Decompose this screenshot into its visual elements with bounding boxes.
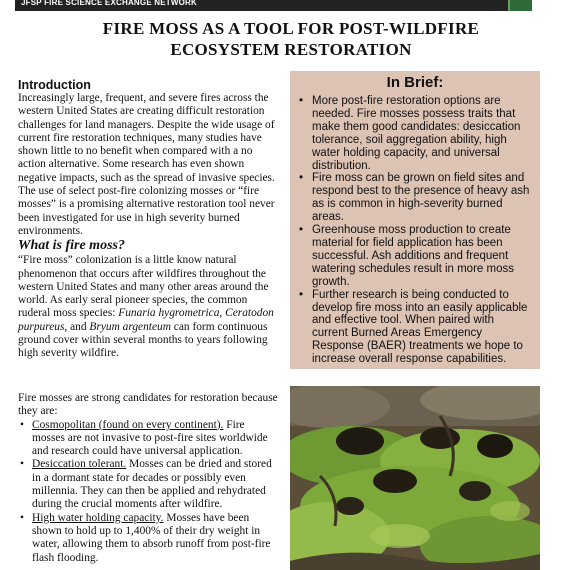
in-brief-list [290, 95, 540, 366]
list-item: • Further research is being conducted to develop fire moss into an easily applicable and effective tool. When paired with current Burned Areas Emergency Response (BAER) treatments we hope to increase overall response capabilities. [312, 289, 532, 366]
banner-text: JFSP FIRE SCIENCE EXCHANGE NETWORK [21, 0, 198, 7]
list-item: • Fire moss can be grown on field sites and respond best to the presence of heavy ash as is common in high-severity burned areas. [312, 172, 532, 224]
candidate-term: High water holding capacity. [32, 511, 164, 524]
document-title [0, 18, 582, 60]
candidate-text: Mosses have been shown to hold up to 1,400% of their dry weight in water, allowing them to absorb runoff from post-fire flash flooding. [32, 511, 271, 564]
species-funaria: Funaria hygrometrica [118, 307, 220, 320]
species-bryum: Bryum argenteum [89, 320, 171, 333]
list-item: • More post-fire restoration options are needed. Fire mosses possess traits that make them good candidates: desiccation tolerance, soil aggregation ability, high water holding capacity, and universal distribution. [312, 95, 532, 172]
species-separator: , and [64, 320, 90, 333]
species-separator: , [219, 307, 226, 320]
what-text-b: can form continuous ground cover within several months to years following high severity wildfire. [18, 320, 268, 360]
candidates-section [18, 392, 280, 565]
candidate-text: Fire mosses are not invasive to post-fire sites worldwide and research could have universal application. [32, 418, 268, 458]
intro-heading: Introduction [18, 78, 91, 92]
jfsp-logo-icon [508, 0, 532, 11]
fire-moss-photo-illustration [290, 386, 540, 570]
in-brief-box [290, 71, 540, 369]
in-brief-heading: In Brief: [386, 74, 444, 91]
left-column [18, 78, 278, 361]
fire-moss-photo [290, 386, 540, 570]
title-line-2: ECOSYSTEM RESTORATION [170, 40, 412, 59]
what-is-fire-moss-heading: What is fire moss? [18, 238, 125, 254]
candidate-term: Desiccation tolerant. [32, 458, 127, 471]
header-banner [15, 0, 532, 11]
what-paragraph [18, 254, 278, 360]
what-text-a: “Fire moss” colonization is a little know natural phenomenon that occurs after wildfires throughout the western United States and many other areas around the world. As early seral pioneer species, the common ruderal moss species: [18, 254, 269, 320]
list-item: • Greenhouse moss production to create material for field application has been successful. Ash additions and frequent watering schedules result in more moss growth. [312, 224, 532, 289]
intro-paragraph: Increasingly large, frequent, and severe fires across the western United States are creating difficult restoration challenges for land managers. Despite the wide usage of current fire restoration techniques, many studies have shown little to no benefit when compared with a no action alternative. Some research has even shown negative impacts, such as the spread of invasive species. The use of select post-fire colonizing mosses or “fire mosses” is a promising alternative restoration tool never been investigated for use in high severity burned environments. [18, 92, 275, 237]
species-ceratodon: Ceratodon purpureus [18, 307, 274, 333]
candidates-lead: Fire mosses are strong candidates for restoration because they are: [18, 392, 278, 418]
list-item [32, 512, 280, 565]
candidates-list [18, 419, 280, 565]
title-line-1: FIRE MOSS AS A TOOL FOR POST-WILDFIRE [102, 19, 480, 38]
candidate-text: Mosses can be dried and stored in a dormant state for decades or possibly even millennia. They can then be applied and rehydrated during the crucial moments after wildfire. [32, 458, 272, 511]
candidate-term: Cosmopolitan (found on every continent). [32, 418, 224, 431]
list-item [32, 458, 280, 511]
list-item [32, 419, 280, 459]
